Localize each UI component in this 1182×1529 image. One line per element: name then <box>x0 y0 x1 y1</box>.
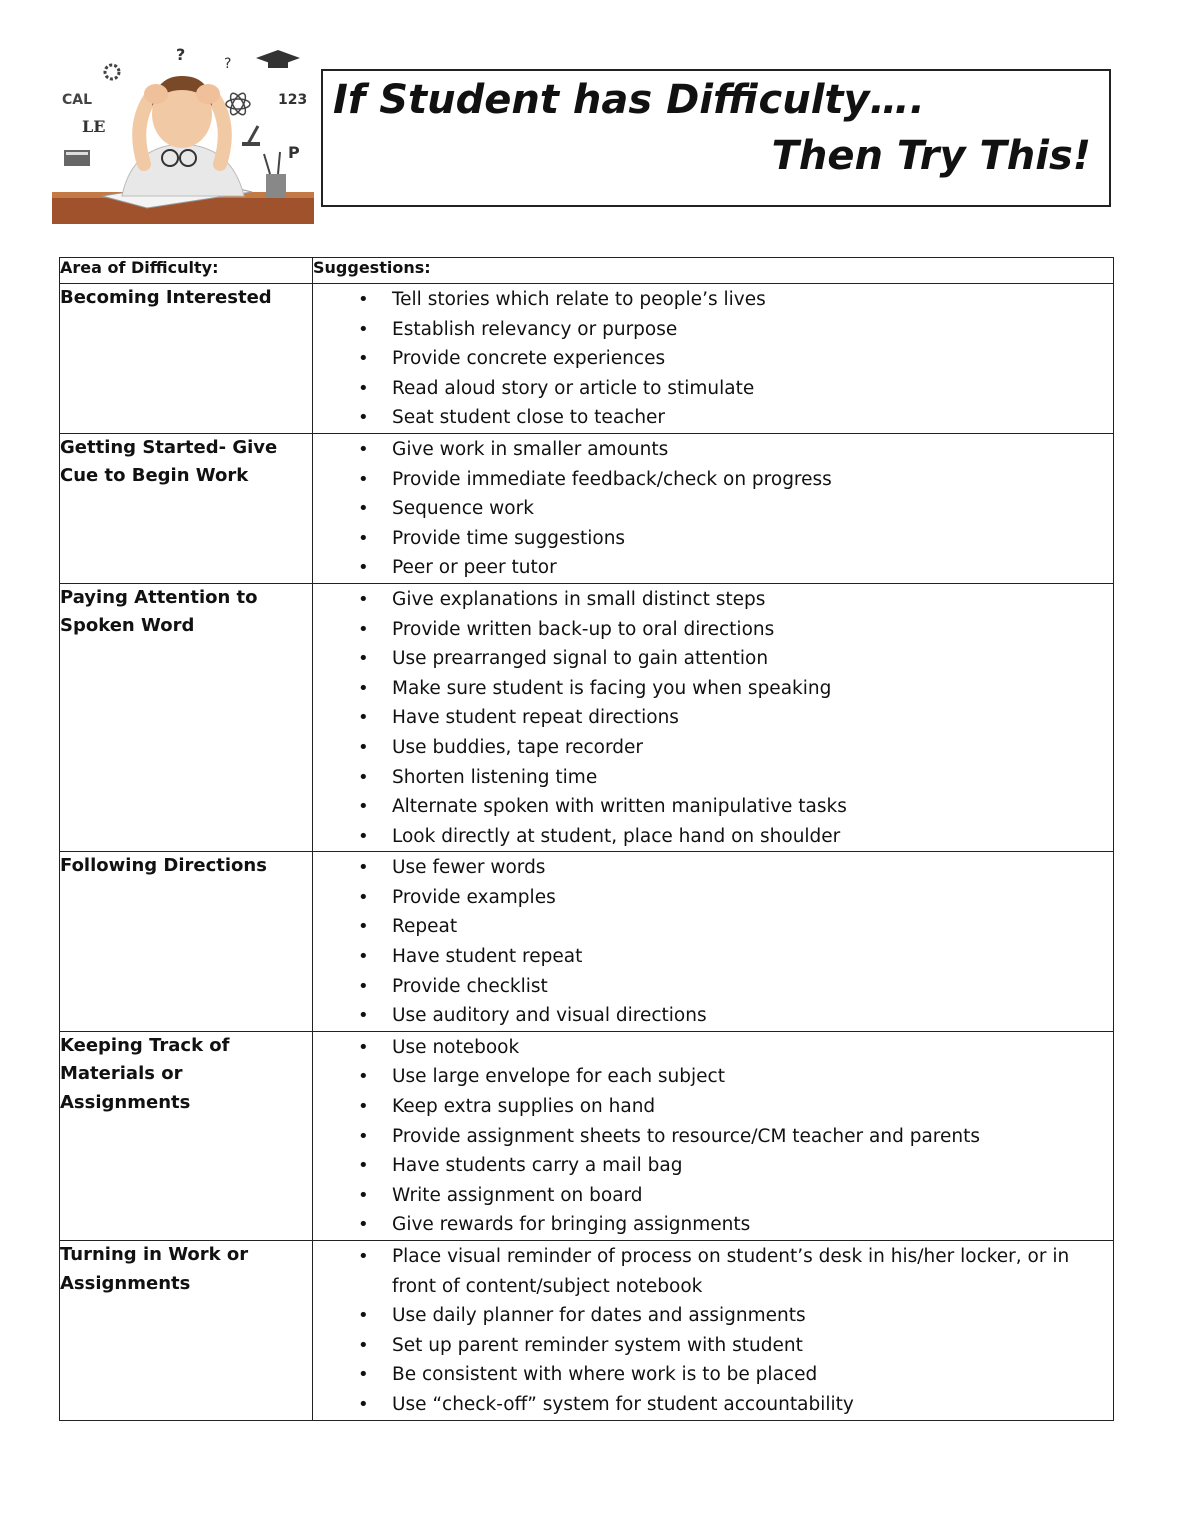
area-cell: Keeping Track of Materials or Assignments <box>60 1031 313 1240</box>
list-item: • Give rewards for bringing assignments <box>313 1210 1113 1240</box>
list-item: • Look directly at student, place hand on shoulder <box>313 822 1113 852</box>
area-cell: Turning in Work or Assignments <box>60 1241 313 1421</box>
list-item: • Be consistent with where work is to be placed <box>313 1360 1113 1390</box>
area-cell: Becoming Interested <box>60 284 313 434</box>
doodle-letter: P <box>288 143 300 162</box>
list-item: • Use “check-off” system for student accountability <box>313 1390 1113 1420</box>
list-item: • Repeat <box>313 912 1113 942</box>
list-item: • Seat student close to teacher <box>313 403 1113 433</box>
list-item: • Tell stories which relate to people’s lives <box>313 285 1113 315</box>
list-item: • Use large envelope for each subject <box>313 1062 1113 1092</box>
difficulty-table <box>59 257 1114 1421</box>
header-area: Area of Difficulty: <box>60 258 313 284</box>
area-cell: Following Directions <box>60 852 313 1032</box>
list-item: • Set up parent reminder system with student <box>313 1331 1113 1361</box>
list-item: • Have students carry a mail bag <box>313 1151 1113 1181</box>
question-mark-icon: ? <box>224 56 232 72</box>
student-illustration <box>52 46 314 224</box>
list-item: • Keep extra supplies on hand <box>313 1092 1113 1122</box>
title-line-2: Then Try This! <box>771 133 1091 179</box>
list-item: • Write assignment on board <box>313 1181 1113 1211</box>
table-row <box>60 1031 1114 1240</box>
pencil-cup-icon <box>266 174 286 198</box>
list-item: • Have student repeat <box>313 942 1113 972</box>
list-item: • Provide time suggestions <box>313 524 1113 554</box>
list-item: • Read aloud story or article to stimulate <box>313 374 1113 404</box>
suggestions-cell <box>313 433 1114 583</box>
list-item: • Peer or peer tutor <box>313 553 1113 583</box>
table-header-row <box>60 258 1114 284</box>
list-item: • Provide assignment sheets to resource/CM teacher and parents <box>313 1122 1113 1152</box>
list-item: • Provide immediate feedback/check on progress <box>313 465 1113 495</box>
list-item: • Use buddies, tape recorder <box>313 733 1113 763</box>
list-item: • Have student repeat directions <box>313 703 1113 733</box>
list-item: • Give explanations in small distinct steps <box>313 585 1113 615</box>
list-item: • Use prearranged signal to gain attention <box>313 644 1113 674</box>
area-cell: Getting Started- Give Cue to Begin Work <box>60 433 313 583</box>
table-row <box>60 1241 1114 1421</box>
question-mark-icon: ? <box>176 46 186 64</box>
list-item: • Provide examples <box>313 883 1113 913</box>
table-row <box>60 433 1114 583</box>
suggestions-cell <box>313 852 1114 1032</box>
table-row <box>60 284 1114 434</box>
table-row <box>60 852 1114 1032</box>
header-suggestions: Suggestions: <box>313 258 1114 284</box>
list-item: • Make sure student is facing you when speaking <box>313 674 1113 704</box>
list-item: • Alternate spoken with written manipulative tasks <box>313 792 1113 822</box>
list-item: • Place visual reminder of process on student’s desk in his/her locker, or in front of content/subject notebook <box>313 1242 1113 1301</box>
suggestions-cell <box>313 1241 1114 1421</box>
area-cell: Paying Attention to Spoken Word <box>60 583 313 851</box>
list-item: • Use fewer words <box>313 853 1113 883</box>
doodle-text: CAL <box>62 92 93 108</box>
list-item: • Use daily planner for dates and assignments <box>313 1301 1113 1331</box>
list-item: • Provide written back-up to oral directions <box>313 615 1113 645</box>
list-item: • Shorten listening time <box>313 763 1113 793</box>
list-item: • Provide concrete experiences <box>313 344 1113 374</box>
doodle-letters: LE <box>82 117 106 136</box>
doodle-numbers: 123 <box>278 92 308 108</box>
list-item: • Use notebook <box>313 1033 1113 1063</box>
suggestions-cell <box>313 284 1114 434</box>
table-row <box>60 583 1114 851</box>
list-item: • Use auditory and visual directions <box>313 1001 1113 1031</box>
suggestions-cell <box>313 583 1114 851</box>
title-box <box>321 69 1111 207</box>
list-item: • Sequence work <box>313 494 1113 524</box>
suggestions-cell <box>313 1031 1114 1240</box>
list-item: • Establish relevancy or purpose <box>313 315 1113 345</box>
list-item: • Provide checklist <box>313 972 1113 1002</box>
title-line-1: If Student has Difficulty…. <box>333 77 925 123</box>
list-item: • Give work in smaller amounts <box>313 435 1113 465</box>
